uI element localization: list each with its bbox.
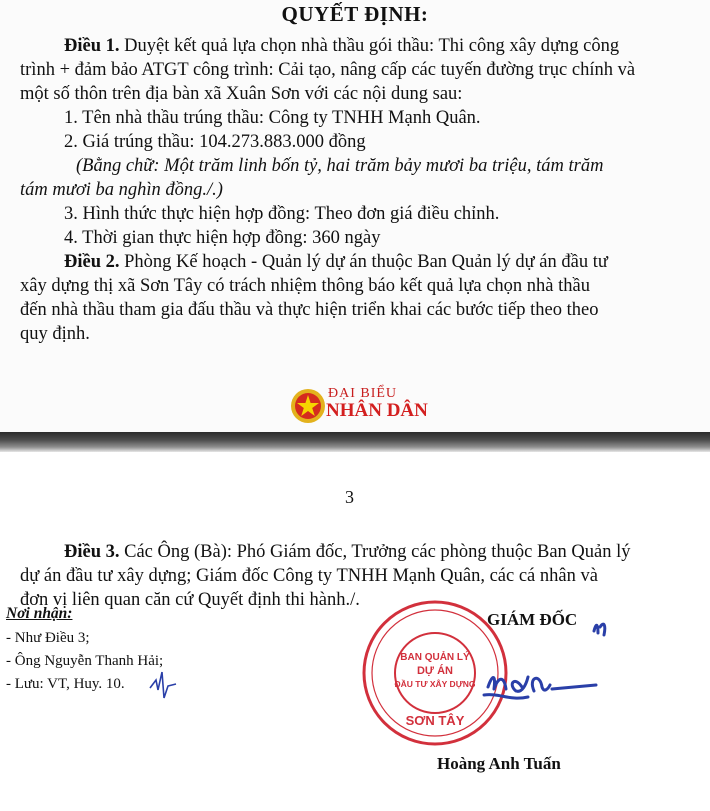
- contract-duration: 4. Thời gian thực hiện hợp đồng: 360 ngày: [64, 228, 381, 248]
- article-2-line-4: quy định.: [20, 324, 90, 344]
- recipient-item: - Lưu: VT, Huy. 10.: [6, 676, 125, 692]
- article-3-label: Điều 3.: [64, 542, 120, 562]
- contract-type: 3. Hình thức thực hiện hợp đồng: Theo đơn giá điều chỉnh.: [64, 204, 500, 224]
- handwritten-signature-icon: [470, 615, 610, 725]
- article-1-line-3: một số thôn trên địa bàn xã Xuân Sơn với các nội dung sau:: [20, 84, 463, 104]
- stamp-bottom-text: SƠN TÂY: [405, 713, 465, 728]
- article-2-line-1: Điều 2. Phòng Kế hoạch - Quản lý dự án thuộc Ban Quản lý dự án đầu tư: [64, 252, 608, 272]
- article-2-line-2: xây dựng thị xã Sơn Tây có trách nhiệm thông báo kết quả lựa chọn nhà thầu: [20, 276, 590, 296]
- logo-top-text: ĐẠI BIỂU: [328, 386, 398, 401]
- article-3-line-3: đơn vị liên quan căn cứ Quyết định thi hành./.: [20, 590, 360, 610]
- recipient-item: - Ông Nguyễn Thanh Hải;: [6, 653, 164, 669]
- article-1-line-2: trình + đảm bảo ATGT công trình: Cải tạo, nâng cấp các tuyến đường trục chính và: [20, 60, 636, 80]
- article-3-line-2: dự án đầu tư xây dựng; Giám đốc Công ty TNHH Mạnh Quân, các cá nhân và: [20, 566, 598, 586]
- recipients-title: Nơi nhận:: [6, 605, 73, 622]
- price-in-words-line-2: tám mươi ba nghìn đồng./.): [20, 180, 223, 200]
- signer-name: Hoàng Anh Tuấn: [437, 754, 561, 773]
- article-2-label: Điều 2.: [64, 252, 120, 272]
- article-2-line-3: đến nhà thầu tham gia đấu thầu và thực hiện triển khai các bước tiếp theo theo: [20, 300, 599, 320]
- stamp-line-2: ĐẦU TƯ XÂY DỰNG: [394, 679, 476, 689]
- initial-mark-icon: [148, 668, 178, 702]
- article-3-line-1: Điều 3. Các Ông (Bà): Phó Giám đốc, Trưởng các phòng thuộc Ban Quản lý: [64, 542, 631, 562]
- recipient-item: - Như Điều 3;: [6, 630, 90, 646]
- price-in-words-line-1: (Bằng chữ: Một trăm linh bốn tỷ, hai trăm bảy mươi ba triệu, tám trăm: [76, 156, 604, 176]
- logo-bottom-text: NHÂN DÂN: [326, 400, 428, 421]
- emblem-icon: [290, 388, 326, 424]
- director-title: GIÁM ĐỐC: [487, 610, 578, 629]
- decision-heading: QUYẾT ĐỊNH:: [281, 2, 429, 26]
- contractor-name: 1. Tên nhà thầu trúng thầu: Công ty TNHH Mạnh Quân.: [64, 108, 481, 128]
- article-1-label: Điều 1.: [64, 36, 120, 56]
- page-number: 3: [345, 487, 354, 507]
- bid-price: 2. Giá trúng thầu: 104.273.883.000 đồng: [64, 132, 366, 152]
- newspaper-logo: [290, 386, 430, 426]
- page-break: [0, 432, 710, 452]
- stamp-top-text: BAN QUẢN LÝ: [400, 652, 470, 663]
- article-1-line-1: Điều 1. Duyệt kết quả lựa chọn nhà thầu gói thầu: Thi công xây dựng công: [64, 36, 620, 56]
- stamp-line-1: DỰ ÁN: [416, 665, 454, 677]
